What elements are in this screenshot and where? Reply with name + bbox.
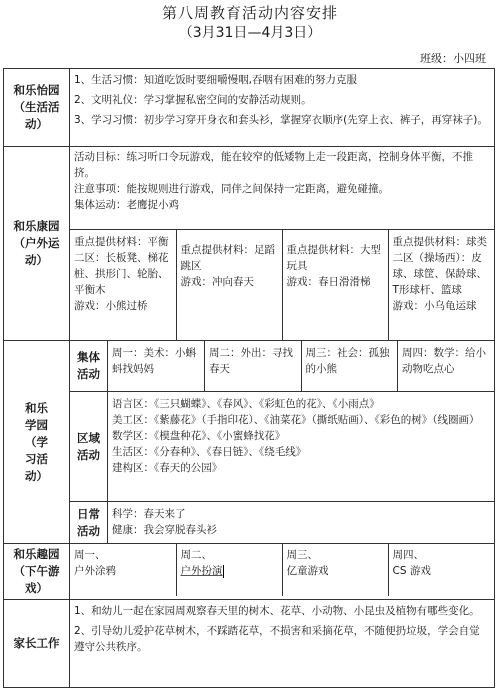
zone-slide	[282, 230, 388, 340]
outdoor-notes: 注意事项：能按规则进行游戏，同伴之间保持一定距离，避免碰撞。	[74, 183, 389, 195]
date-range: （3月31日—4月3日）	[178, 25, 322, 41]
zone-materials: 重点提供材料：大型玩具	[286, 244, 381, 272]
row-outdoor-zones	[4, 230, 495, 341]
heading-play-line: 和乐趣园	[13, 547, 60, 561]
heading-outdoor-line: （户外运	[13, 236, 60, 250]
zone-jump	[176, 230, 282, 340]
play-day-activity-wrap	[181, 563, 278, 579]
heading-outdoor-line: 和乐康园	[13, 219, 60, 233]
heading-play	[4, 544, 70, 600]
group-day-mon	[108, 341, 205, 391]
row-play	[4, 544, 495, 600]
parents-content	[70, 600, 495, 688]
heading-study-line: 习活	[25, 451, 48, 466]
play-day-activity: CS 游戏	[392, 565, 431, 577]
area-line: 数学区：《模盘种花》、《小蜜蜂找花》	[112, 430, 286, 442]
heading-area-line: 活动	[77, 447, 100, 462]
zone-materials: 重点提供材料：足蹈跳区	[180, 244, 275, 272]
heading-outdoor	[4, 147, 70, 341]
heading-study	[4, 341, 70, 544]
play-days	[70, 544, 495, 600]
row-life	[4, 69, 495, 147]
page-title: 第八周教育活动内容安排	[161, 4, 338, 22]
heading-group-line: 活动	[77, 367, 100, 381]
play-day-label: 周三、	[286, 549, 318, 561]
heading-life	[4, 69, 70, 147]
heading-play-line: 戏）	[25, 581, 48, 595]
heading-study-line: 和乐	[25, 400, 48, 415]
play-day-activity: 亿童游戏	[286, 565, 329, 577]
daily-line: 健康：我会穿脱春头衫	[112, 524, 217, 536]
heading-play-line: （下午游	[13, 564, 60, 578]
heading-group-activity	[70, 341, 108, 392]
heading-area-line: 区域	[77, 430, 100, 445]
heading-parents: 家长工作	[4, 600, 70, 688]
row-study-area	[4, 392, 495, 502]
zone-game: 游戏：冲向春天	[180, 276, 254, 288]
zone-materials: 重点提供材料：平衡二区：长板凳、梯花桩、拱形门、轮胎、平衡木	[74, 236, 169, 296]
heading-outdoor-line: 动）	[25, 253, 48, 267]
heading-daily-line: 活动	[77, 523, 100, 538]
heading-daily-line: 日常	[77, 506, 100, 521]
heading-study-line: 动）	[25, 468, 48, 483]
group-day-wed	[301, 341, 398, 391]
outdoor-zones	[70, 230, 495, 341]
schedule-table	[3, 68, 495, 688]
parents-item: 2、引导幼儿爱护花草树木，不踩踏花草，不损害和采摘花草，不随便扔垃圾，学会自觉遵守公共秩序。	[74, 625, 480, 653]
outdoor-goal: 活动目标：练习听口令玩游戏，能在较窄的低矮物上走一段距离，控制身体平衡，不推挤。	[74, 151, 473, 179]
zone-materials: 重点提供材料：球类二区（操场西）：皮球、球筐、保龄球、T形球杆、篮球	[392, 236, 487, 296]
daily-line: 科学：春天来了	[112, 508, 186, 520]
group-day-text: 周三：社会：孤独的小熊	[305, 347, 390, 375]
group-day-tue	[205, 341, 302, 391]
play-day-label: 周二、	[180, 549, 212, 561]
play-day-label: 周一、	[74, 549, 106, 561]
row-parents	[4, 600, 495, 688]
parents-item: 1、和幼儿一起在家园周观察春天里的树木、花草、小动物、小昆虫及植物有哪些变化。	[74, 605, 480, 617]
zone-game: 游戏：小熊过桥	[74, 300, 148, 312]
heading-area-activity	[70, 392, 108, 502]
zone-game: 游戏：小乌龟运球	[392, 300, 477, 312]
group-day-text: 周二：外出：寻找春天	[209, 347, 293, 375]
class-label: 班级：小四班	[420, 52, 486, 65]
heading-life-line: （生活活	[13, 100, 60, 114]
area-line: 生活区：《分春种》、《春日链》、《绕毛线》	[112, 446, 307, 458]
row-study-group	[4, 341, 495, 392]
life-item: 1、生活习惯：知道吃饭时要细嚼慢咽,吞咽有困难的努力克服	[74, 74, 358, 86]
area-line: 美工区：《紫藤花》（手指印花）、《油菜花》（撕纸贴画）、《彩色的树》（线圈画）	[112, 414, 480, 426]
life-content	[70, 69, 495, 147]
play-day-thu	[388, 544, 494, 596]
group-day-text: 周一：美术：小蝌蚪找妈妈	[112, 347, 196, 375]
heading-daily-activity	[70, 502, 108, 544]
area-activity-content	[108, 392, 495, 502]
zone-game: 游戏：春日滑滑梯	[286, 276, 371, 288]
play-day-activity: 户外涂鸦	[74, 565, 116, 577]
heading-life-line: 和乐怡园	[13, 83, 60, 97]
heading-study-line: （学	[25, 434, 48, 449]
play-day-wed	[282, 544, 388, 596]
row-outdoor	[4, 147, 495, 230]
area-line: 语言区：《三只蝴蝶》、《春风》、《彩虹色的花》、《小雨点》	[112, 398, 380, 410]
heading-study-line: 学园	[25, 417, 48, 432]
play-day-activity: 户外扮演	[180, 565, 223, 577]
heading-life-line: 动）	[25, 117, 48, 131]
outdoor-group-game: 集体运动：老鹰捉小鸡	[74, 199, 179, 211]
group-day-thu	[398, 341, 495, 391]
group-day-text: 周四：数学：给小动物吃点心	[402, 347, 486, 375]
play-day-label: 周四、	[392, 549, 424, 561]
row-study-daily	[4, 502, 495, 544]
outdoor-goals	[70, 147, 495, 230]
life-item: 3、学习习惯：初步学习穿开身衣和套头衫，掌握穿衣顺序(先穿上衣、裤子，再穿袜子)。	[74, 114, 488, 126]
heading-group-line: 集体	[77, 350, 100, 364]
area-line: 建构区：《春天的公园》	[112, 462, 223, 474]
play-day-tue	[176, 544, 282, 596]
text-cursor	[223, 565, 224, 578]
zone-balance	[70, 230, 176, 340]
daily-activity-content	[108, 502, 495, 544]
life-item: 2、文明礼仪：学习掌握私密空间的安静活动规则。	[74, 94, 312, 106]
zone-ball	[388, 230, 494, 340]
play-day-mon	[70, 544, 176, 596]
group-activity-days	[108, 341, 495, 392]
